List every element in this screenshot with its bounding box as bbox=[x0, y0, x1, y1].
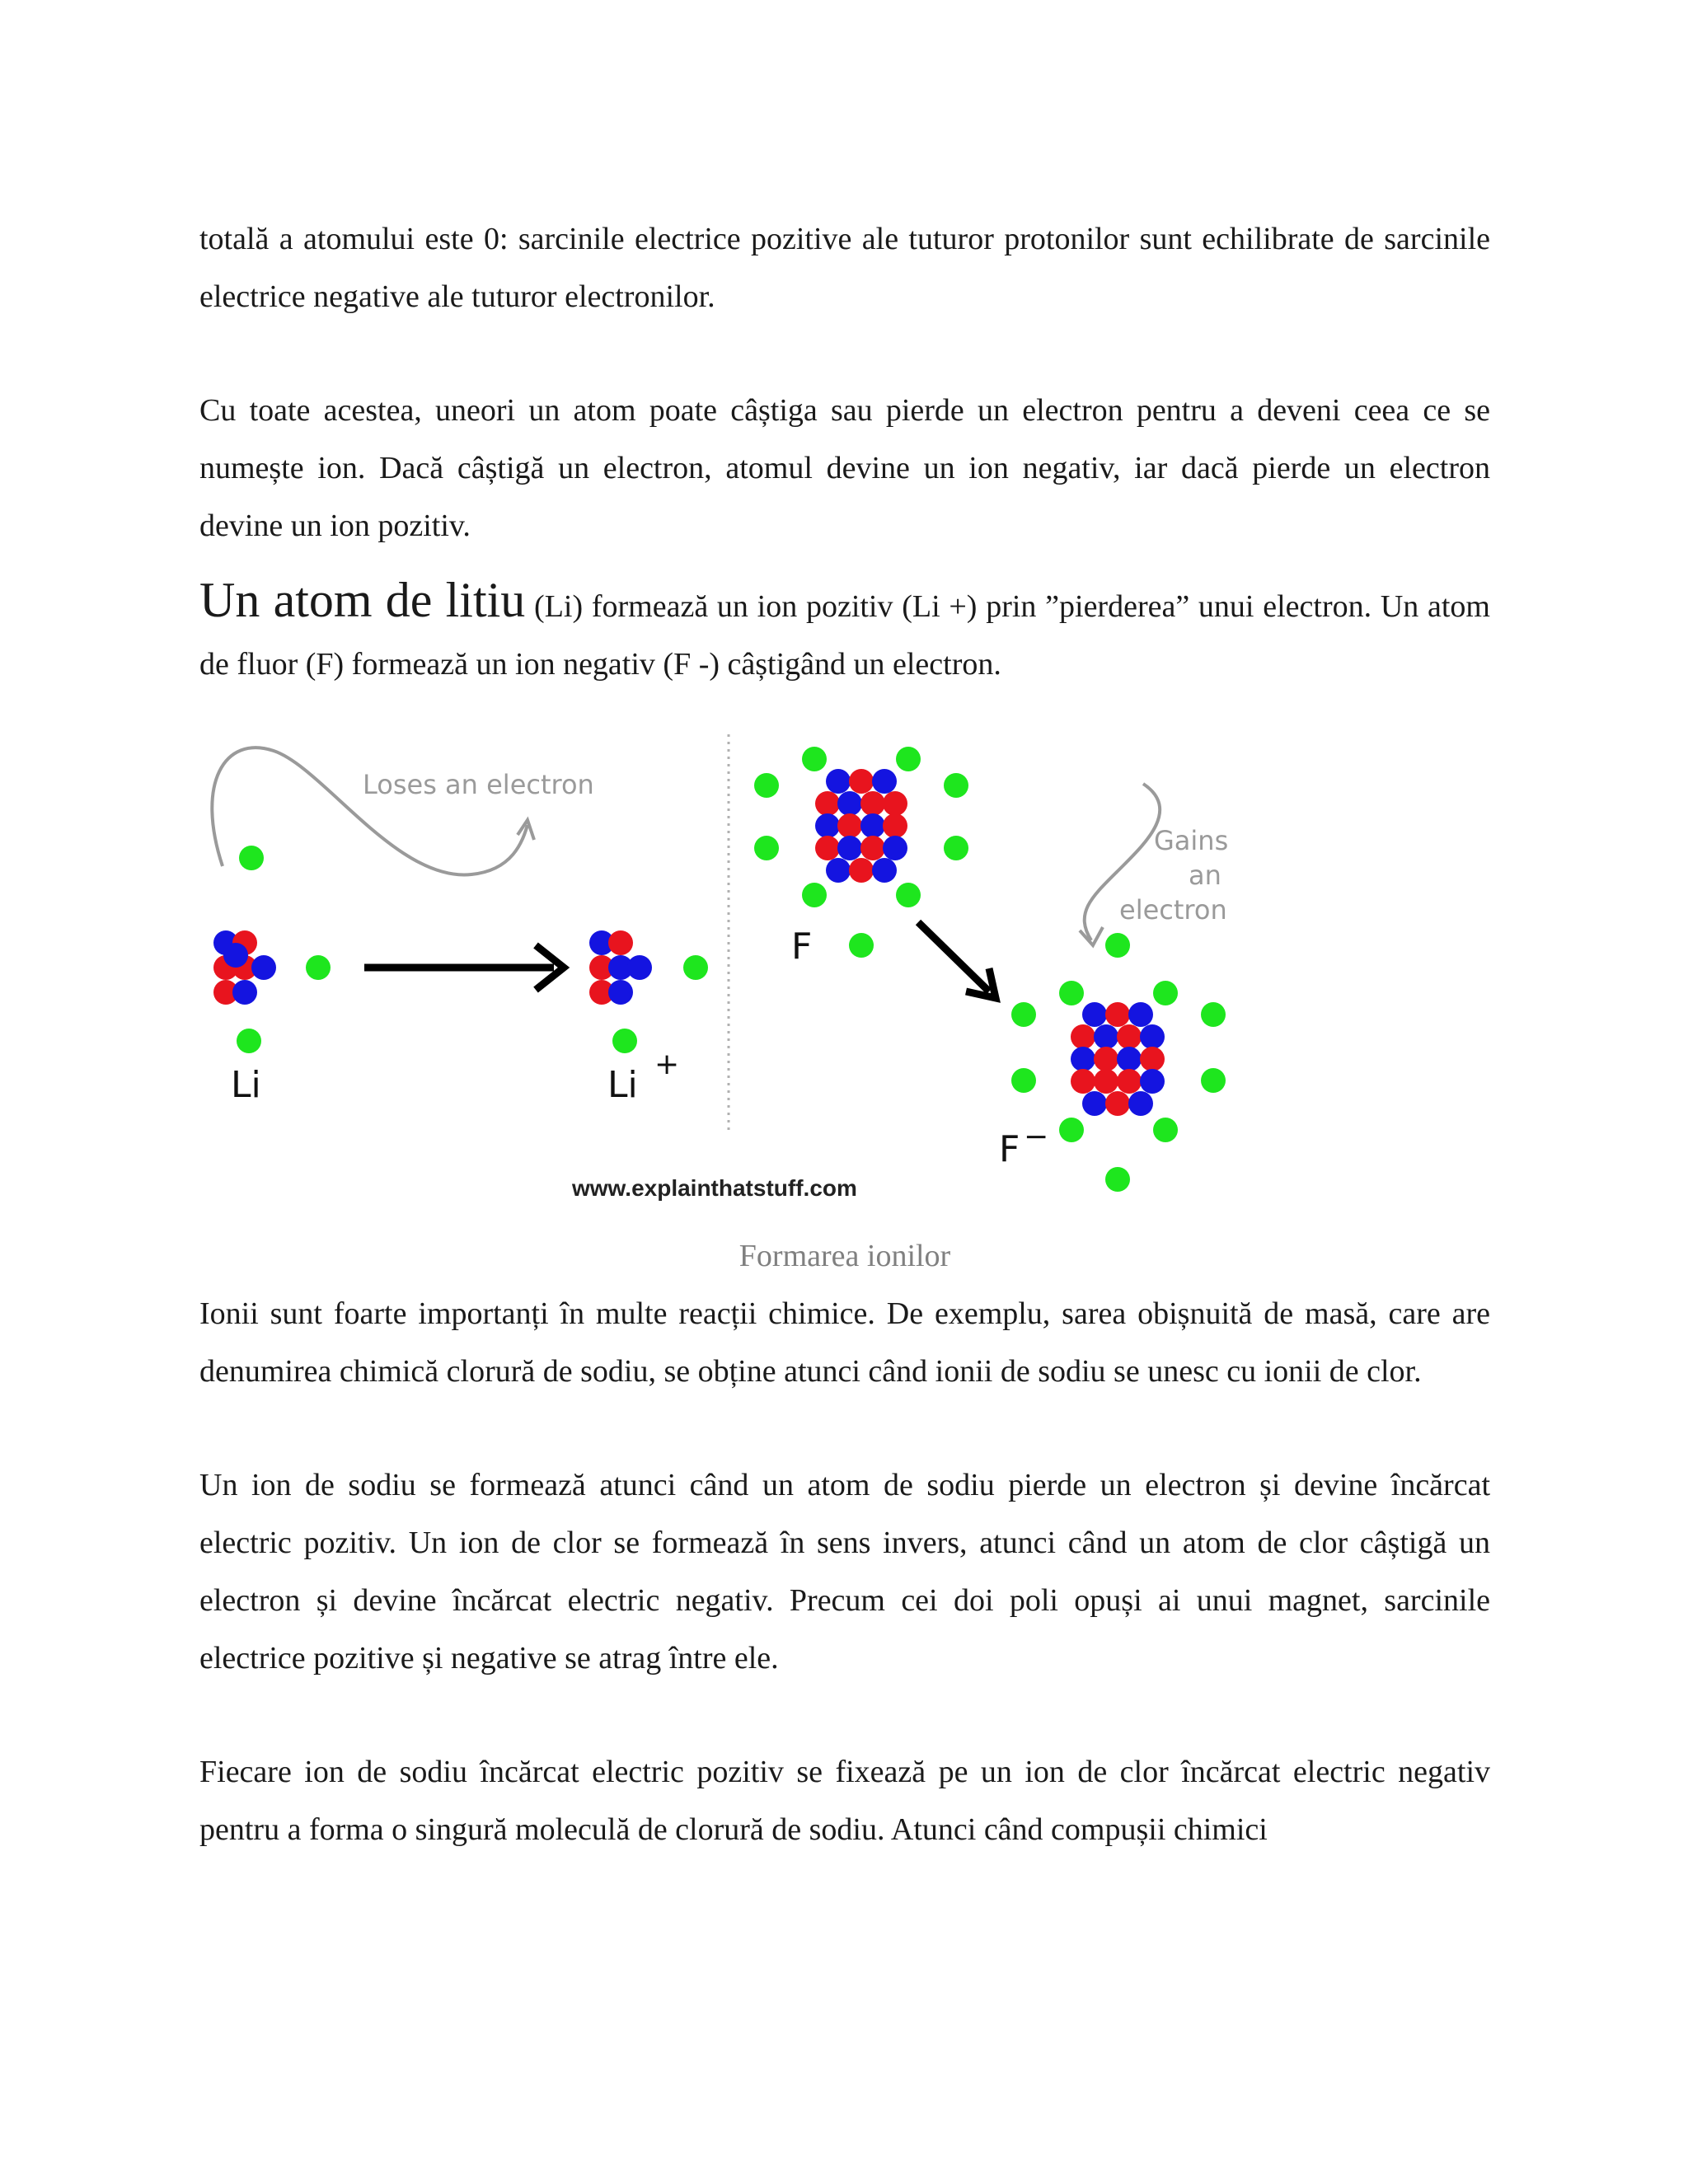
paragraph-5: Un ion de sodiu se formează atunci când un atom de sodiu pierde un electron și devine încărcat electric pozitiv. Un ion de clor se formează în sens invers, atunci când un atom de clor câștigă un electron și devine încărcat electric negativ. Precum cei doi poli opuși ai unui magnet, sarcinile electrice pozitive și negative se atrag între ele. bbox=[199, 1468, 1490, 1675]
li-ion bbox=[589, 930, 708, 1106]
electron bbox=[802, 747, 827, 771]
document-page bbox=[199, 210, 1490, 1858]
electron bbox=[1105, 1167, 1130, 1192]
f-atom bbox=[754, 747, 968, 968]
electron bbox=[754, 836, 779, 860]
electron bbox=[944, 836, 968, 860]
electron bbox=[1201, 1002, 1226, 1027]
paragraph-4: Ionii sunt foarte importanți în multe reacții chimice. De exemplu, sarea obișnuită de masă, care are denumirea chimică clorură de sodiu, se obține atunci când ionii de sodiu se unesc cu ionii de clor. bbox=[199, 1296, 1490, 1389]
li-ion-charge: + bbox=[654, 1047, 680, 1081]
f-label: F bbox=[791, 926, 813, 968]
neutron bbox=[608, 980, 633, 1005]
f-ion-nucleus bbox=[1071, 1002, 1165, 1116]
electron bbox=[1153, 1118, 1178, 1142]
gains-curve-arrowhead bbox=[1080, 927, 1103, 945]
paragraph-6: Fiecare ion de sodiu încărcat electric pozitiv se fixează pe un ion de clor încărcat electric negativ pentru a forma o singură moleculă de clorură de sodiu. Atunci când compușii chimici bbox=[199, 1755, 1490, 1847]
electron bbox=[1011, 1002, 1036, 1027]
ion-diagram bbox=[199, 734, 1263, 1221]
neutron bbox=[223, 943, 248, 968]
gains-label-1: Gains bbox=[1154, 825, 1229, 856]
gains-label-3: electron bbox=[1119, 894, 1227, 926]
paragraph-1: totală a atomului este 0: sarcinile electrice pozitive ale tuturor protonilor sunt echilibrate de sarcinile electrice negative ale tuturor electronilor. bbox=[199, 222, 1490, 314]
f-ion-charge: − bbox=[1024, 1120, 1049, 1154]
li-ion-label: Li bbox=[607, 1064, 638, 1106]
source-credit: www.explainthatstuff.com bbox=[572, 1175, 857, 1201]
electron bbox=[1011, 1068, 1036, 1093]
neutron bbox=[232, 980, 257, 1005]
electron bbox=[683, 955, 708, 980]
neutron bbox=[627, 955, 652, 980]
electron bbox=[239, 846, 264, 870]
f-ion bbox=[999, 933, 1226, 1192]
electron bbox=[237, 1029, 261, 1053]
li-atom bbox=[213, 846, 331, 1106]
gain-arrow bbox=[918, 922, 989, 991]
f-nucleus bbox=[815, 769, 907, 883]
figure-caption: Formarea ionilor bbox=[738, 1239, 951, 1273]
paragraph-3-lead: Un atom de litiu bbox=[199, 573, 526, 627]
electron bbox=[306, 955, 331, 980]
electron bbox=[944, 773, 968, 798]
electron bbox=[896, 747, 921, 771]
electron bbox=[1201, 1068, 1226, 1093]
electron bbox=[1059, 1118, 1084, 1142]
neutron bbox=[251, 955, 276, 980]
electron bbox=[1153, 981, 1178, 1005]
electron bbox=[849, 933, 874, 958]
electron bbox=[1059, 981, 1084, 1005]
paragraph-3 bbox=[199, 571, 1490, 693]
ion-formation-figure bbox=[199, 734, 1263, 1221]
electron bbox=[802, 883, 827, 907]
electron bbox=[754, 773, 779, 798]
f-ion-label: F bbox=[999, 1128, 1020, 1170]
gains-label-2: an bbox=[1189, 860, 1221, 891]
paragraph-2: Cu toate acestea, uneori un atom poate câștiga sau pierde un electron pentru a deveni ceea ce se numește ion. Dacă câștigă un electron, atomul devine un ion negativ, iar dacă pierde un electron devine un ion pozitiv. bbox=[199, 393, 1490, 543]
loses-label: Loses an electron bbox=[363, 769, 594, 800]
proton bbox=[608, 930, 633, 955]
electron bbox=[612, 1029, 637, 1053]
paragraph-3-rest: (Li) formează un ion pozitiv (Li +) prin ”pierderea” unui electron. Un atom de fluor (F) formează un ion negativ (F -) câștigând un electron. bbox=[199, 589, 1490, 682]
electron bbox=[896, 883, 921, 907]
electron bbox=[1105, 933, 1130, 958]
li-label: Li bbox=[231, 1064, 261, 1106]
